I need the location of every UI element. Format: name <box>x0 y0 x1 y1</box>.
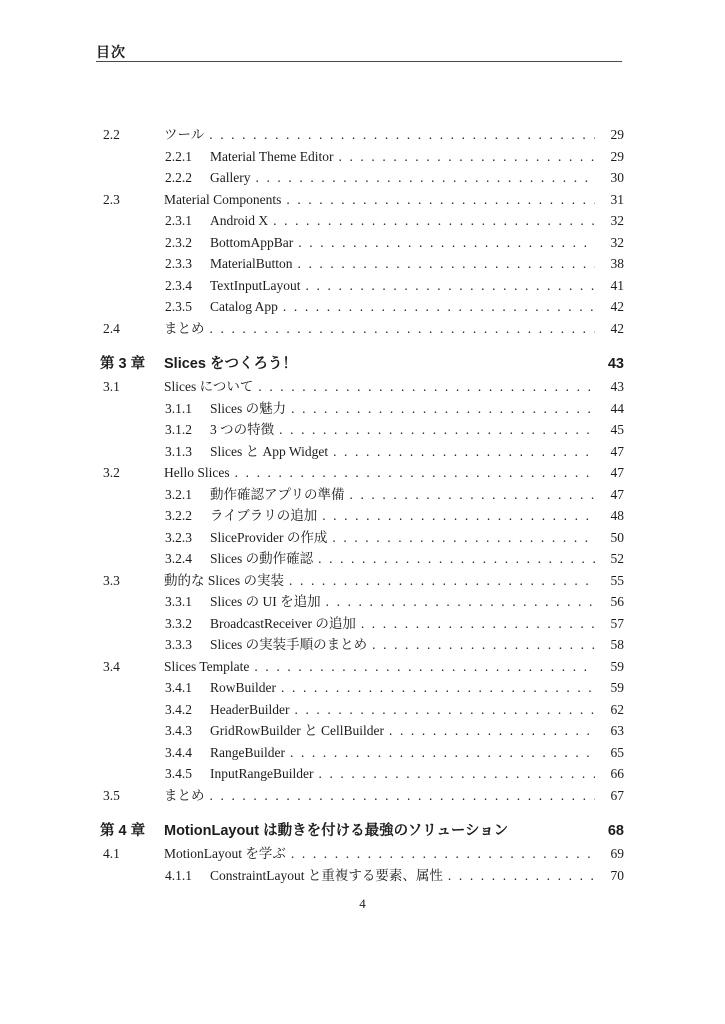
toc-entry <box>100 124 624 146</box>
toc-leader-dots <box>318 763 595 785</box>
toc-entry <box>100 656 624 678</box>
toc-entry-number: 3.4.5 <box>165 766 192 781</box>
toc-leader-dots <box>235 462 595 484</box>
toc-entry-page: 45 <box>610 422 624 437</box>
toc-leader-dots <box>349 484 595 506</box>
toc-entry <box>100 376 624 398</box>
toc-leader-dots <box>333 441 595 463</box>
toc-entry-number: 3.4.1 <box>165 680 192 695</box>
toc-entry-title: HeaderBuilder <box>210 701 290 717</box>
toc-entry-number: 3.4 <box>103 658 120 674</box>
toc-entry-title: Android X <box>210 213 269 228</box>
toc-entry <box>100 785 624 807</box>
toc-leader-dots <box>289 570 595 592</box>
toc-entry-page: 59 <box>610 658 624 674</box>
toc-entry-title: Slices の動作確認 <box>210 551 314 566</box>
toc-entry-page: 41 <box>610 277 624 293</box>
toc-entry-page: 59 <box>610 680 624 695</box>
toc-leader-dots <box>372 634 595 656</box>
toc-entry <box>100 699 624 721</box>
toc-entry-page: 44 <box>610 400 624 416</box>
toc-entry <box>100 570 624 592</box>
toc-entry-page: 63 <box>610 723 624 738</box>
toc-entry-page: 57 <box>610 615 624 631</box>
toc-entry-page: 42 <box>610 299 624 314</box>
toc-entry-title: ConstraintLayout と重複する要素、属性 <box>210 867 443 883</box>
toc-entry-page: 66 <box>610 766 624 781</box>
toc-leader-dots <box>338 146 595 168</box>
toc-entry <box>100 820 624 843</box>
toc-entry <box>100 613 624 635</box>
toc-entry-number: 3.2.2 <box>165 508 192 523</box>
toc-entry-number: 3.2 <box>103 465 120 480</box>
toc-entry-page: 29 <box>610 127 624 142</box>
toc-entry-title: Slices と App Widget <box>210 443 329 459</box>
toc-entry <box>100 232 624 254</box>
toc-entry-title: Hello Slices <box>164 465 230 480</box>
toc-entry-number: 4.1.1 <box>165 867 192 883</box>
toc-leader-dots <box>258 376 595 398</box>
toc-leader-dots <box>210 785 596 807</box>
toc-entry-page: 43 <box>607 356 624 372</box>
toc-entry-title: GridRowBuilder と CellBuilder <box>210 723 384 738</box>
toc-entry-number: 3.3.2 <box>165 615 192 631</box>
footer-page-number: 4 <box>359 896 366 911</box>
toc-entry-title: Slices の魅力 <box>210 400 287 416</box>
toc-entry-title: SliceProvider の作成 <box>210 529 328 545</box>
toc-entry-page: 70 <box>610 867 624 883</box>
toc-entry-number: 3.2.4 <box>165 551 192 566</box>
toc-leader-dots <box>286 189 595 211</box>
toc-entry-page: 67 <box>610 787 624 803</box>
toc-entry-number: 3.5 <box>103 787 120 803</box>
toc-entry <box>100 527 624 549</box>
toc-leader-dots <box>255 167 595 189</box>
toc-entry <box>100 865 624 887</box>
toc-leader-dots <box>361 613 595 635</box>
header-rule <box>96 61 622 62</box>
toc-entry-title: MotionLayout は動きを付ける最強のソリューション <box>164 823 509 839</box>
toc-entry-number: 2.2 <box>103 127 120 142</box>
toc-entry-page: 58 <box>610 637 624 652</box>
toc-entry-title: Slices をつくろう！ <box>164 356 297 372</box>
toc-entry-title: 動作確認アプリの準備 <box>210 486 345 502</box>
toc-entry-title: Material Theme Editor <box>210 148 334 164</box>
toc-entry-number: 2.4 <box>103 320 120 336</box>
toc-entry <box>100 677 624 699</box>
toc-entry <box>100 484 624 506</box>
toc-entry-title: Catalog App <box>210 299 278 314</box>
toc-entry <box>100 398 624 420</box>
toc-entry <box>100 253 624 275</box>
toc-entry-number: 2.3.2 <box>165 234 192 250</box>
toc-entry-number: 2.2.2 <box>165 170 192 185</box>
toc-entry-title: まとめ <box>164 320 205 336</box>
toc-entry-title: MotionLayout を学ぶ <box>164 846 286 861</box>
toc-entry-page: 43 <box>610 379 624 394</box>
toc-leader-dots <box>290 742 595 764</box>
toc-entry-title: Slices の実装手順のまとめ <box>210 637 368 652</box>
toc-entry-title: InputRangeBuilder <box>210 766 314 781</box>
toc-leader-dots <box>332 527 595 549</box>
toc-entry-page: 32 <box>610 213 624 228</box>
toc-list <box>100 124 624 886</box>
toc-leader-dots <box>279 419 595 441</box>
toc-entry <box>100 441 624 463</box>
toc-entry <box>100 296 624 318</box>
toc-entry-page: 56 <box>610 594 624 609</box>
toc-entry-title: 動的な Slices の実装 <box>164 572 284 588</box>
toc-leader-dots <box>291 398 595 420</box>
toc-entry-number: 4.1 <box>103 846 120 861</box>
toc-entry-title: Slices Template <box>164 658 250 674</box>
toc-entry <box>100 634 624 656</box>
toc-entry-title: Slices の UI を追加 <box>210 594 321 609</box>
running-header-title: 目次 <box>96 44 126 60</box>
toc-entry-number: 2.3.1 <box>165 213 192 228</box>
toc-leader-dots <box>389 720 595 742</box>
toc-entry <box>100 843 624 865</box>
toc-entry <box>100 763 624 785</box>
toc-entry-number: 3.3.1 <box>165 594 192 609</box>
toc-entry-page: 55 <box>610 572 624 588</box>
toc-entry-title: Material Components <box>164 191 282 207</box>
toc-leader-dots <box>210 318 596 340</box>
toc-entry-number: 2.2.1 <box>165 148 192 164</box>
toc-entry <box>100 189 624 211</box>
toc-entry-title: MaterialButton <box>210 256 293 271</box>
toc-entry-number: 3.4.4 <box>165 744 192 760</box>
toc-entry-title: Gallery <box>210 170 251 185</box>
toc-entry-number: 3.4.2 <box>165 701 192 717</box>
toc-leader-dots <box>297 253 595 275</box>
toc-entry-number: 3.1.2 <box>165 422 192 437</box>
toc-leader-dots <box>294 699 595 721</box>
toc-entry <box>100 462 624 484</box>
toc-entry <box>100 146 624 168</box>
toc-leader-dots <box>298 232 595 254</box>
toc-entry-page: 52 <box>610 551 624 566</box>
toc-entry-number: 3.2.3 <box>165 529 192 545</box>
toc-entry-page: 47 <box>610 465 624 480</box>
toc-entry-number: 3.1 <box>103 379 120 394</box>
toc-entry-page: 47 <box>610 443 624 459</box>
toc-entry-title: ライブラリの追加 <box>210 508 318 523</box>
toc-entry-number: 第 4 章 <box>100 823 146 839</box>
toc-entry-page: 48 <box>610 508 624 523</box>
toc-entry-number: 3.4.3 <box>165 723 192 738</box>
toc-leader-dots <box>326 591 595 613</box>
toc-entry-number: 3.3.3 <box>165 637 192 652</box>
toc-entry-title: RowBuilder <box>210 680 276 695</box>
toc-entry <box>100 318 624 340</box>
toc-entry-title: TextInputLayout <box>210 277 301 293</box>
toc-entry-number: 3.3 <box>103 572 120 588</box>
toc-entry <box>100 548 624 570</box>
toc-entry <box>100 742 624 764</box>
toc-entry <box>100 720 624 742</box>
toc-entry-number: 2.3.5 <box>165 299 192 314</box>
toc-entry-number: 2.3.4 <box>165 277 192 293</box>
toc-entry <box>100 167 624 189</box>
toc-entry <box>100 505 624 527</box>
toc-leader-dots <box>291 843 595 865</box>
toc-entry-number: 3.1.1 <box>165 400 192 416</box>
toc-entry-page: 31 <box>610 191 624 207</box>
toc-leader-dots <box>254 656 595 678</box>
toc-entry-page: 32 <box>610 234 624 250</box>
toc-leader-dots <box>273 210 595 232</box>
toc-entry <box>100 591 624 613</box>
toc-entry-title: BroadcastReceiver の追加 <box>210 615 356 631</box>
toc-entry-title: RangeBuilder <box>210 744 285 760</box>
toc-entry <box>100 210 624 232</box>
toc-entry-page: 68 <box>607 823 624 839</box>
toc-leader-dots <box>318 548 595 570</box>
toc-entry-title: ツール <box>164 127 205 142</box>
toc-entry <box>100 275 624 297</box>
toc-leader-dots <box>306 275 595 297</box>
toc-entry-title: まとめ <box>164 787 205 803</box>
toc-entry-number: 2.3 <box>103 191 120 207</box>
toc-entry-page: 50 <box>610 529 624 545</box>
toc-leader-dots <box>448 865 595 887</box>
toc-leader-dots <box>209 124 595 146</box>
toc-leader-dots <box>281 677 595 699</box>
toc-entry-page: 38 <box>610 256 624 271</box>
toc-entry-title: BottomAppBar <box>210 234 294 250</box>
toc-entry-number: 3.2.1 <box>165 486 192 502</box>
toc-entry-page: 30 <box>610 170 624 185</box>
toc-entry-page: 62 <box>610 701 624 717</box>
toc-entry-title: 3 つの特徴 <box>210 422 275 437</box>
toc-entry-page: 47 <box>610 486 624 502</box>
toc-entry <box>100 353 624 376</box>
toc-entry-number: 3.1.3 <box>165 443 192 459</box>
toc-leader-dots <box>283 296 595 318</box>
toc-entry-page: 29 <box>610 148 624 164</box>
toc-entry-number: 2.3.3 <box>165 256 192 271</box>
toc-entry-number: 第 3 章 <box>100 356 146 372</box>
toc-entry-page: 42 <box>610 320 624 336</box>
toc-entry-title: Slices について <box>164 379 254 394</box>
toc-leader-dots <box>322 505 595 527</box>
toc-entry-page: 65 <box>610 744 624 760</box>
toc-entry-page: 69 <box>610 846 624 861</box>
toc-entry <box>100 419 624 441</box>
